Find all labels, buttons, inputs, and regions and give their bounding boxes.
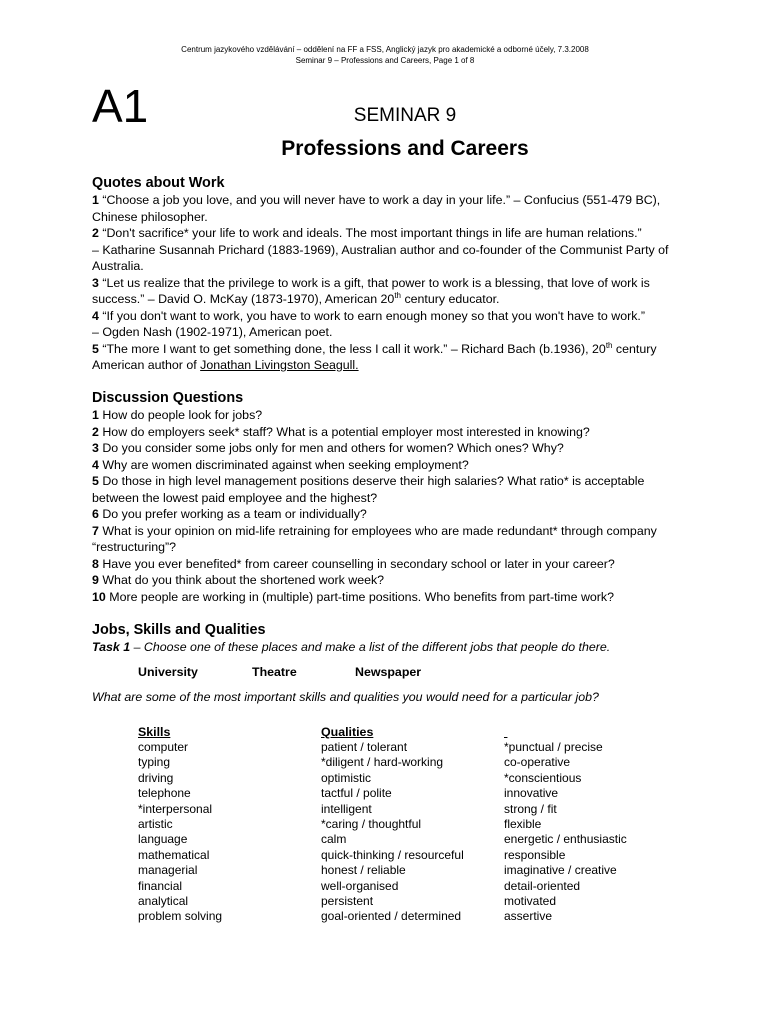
- question-item: [92, 407, 686, 424]
- question-text: What is your opinion on mid-life retraining for employees who are made redundant* through company “restructuring”?: [92, 523, 657, 554]
- quotes-section: [92, 174, 686, 374]
- skill-item: language: [138, 832, 188, 847]
- place-university: University: [138, 664, 198, 679]
- quality-item: well-organised: [321, 878, 399, 893]
- place-newspaper: Newspaper: [355, 664, 422, 679]
- quality-item: *caring / thoughtful: [321, 817, 422, 832]
- skill-item: problem solving: [138, 909, 223, 924]
- quality-item: goal-oriented / determined: [321, 909, 462, 924]
- question-item: [92, 440, 686, 457]
- quality-item: innovative: [504, 786, 559, 801]
- quality-item: *conscientious: [504, 770, 582, 785]
- question-text: What do you think about the shortened work week?: [102, 573, 385, 587]
- skills-heading: Skills: [138, 725, 171, 739]
- question-item: [92, 473, 686, 506]
- qualities-column-2: [504, 724, 627, 925]
- quality-item: responsible: [504, 847, 566, 862]
- quote-number: 4: [92, 308, 99, 323]
- qualities-heading: Qualities: [321, 725, 374, 739]
- book-title-link[interactable]: Jonathan Livingston Seagull.: [200, 358, 359, 372]
- question-text: More people are working in (multiple) part-time positions. Who benefits from part-time work?: [109, 589, 615, 604]
- quality-item: honest / reliable: [321, 863, 406, 878]
- quality-item: imaginative / creative: [504, 863, 617, 878]
- discussion-heading: Discussion Questions: [92, 390, 244, 406]
- question-item: [92, 523, 686, 556]
- question-item: [92, 457, 686, 474]
- quote-item: [92, 308, 686, 341]
- skill-item: analytical: [138, 894, 189, 909]
- quote-text-end: century American author of: [92, 341, 657, 372]
- question-text: Do you consider some jobs only for men and others for women? Which ones? Why?: [102, 441, 564, 455]
- question-number: 5: [92, 474, 99, 488]
- superscript: th: [394, 290, 401, 300]
- page-title: Professions and Careers: [281, 137, 529, 160]
- question-item: [92, 589, 686, 606]
- quote-text: “If you don't want to work, you have to work to earn enough money so that you won't have to work.”: [102, 308, 646, 323]
- question-number: 4: [92, 457, 99, 472]
- quote-number: 5: [92, 341, 99, 356]
- question-text: How do employers seek* staff? What is a potential employer most interested in knowing?: [102, 424, 590, 439]
- task-text: – Choose one of these places and make a list of the different jobs that people do there.: [130, 640, 611, 654]
- jobs-heading: Jobs, Skills and Qualities: [92, 622, 266, 638]
- question-number: 10: [92, 589, 106, 604]
- quality-item: motivated: [504, 894, 557, 909]
- task-label: Task 1: [92, 640, 131, 654]
- question-text: Do those in high level management positions deserve their high salaries? What ratio* is acceptable between the lowest paid employee and the highest?: [92, 474, 645, 505]
- places-list: [92, 664, 686, 681]
- quote-item: [92, 341, 686, 374]
- question-item: [92, 572, 686, 589]
- question-text: Have you ever benefited* from career counselling in secondary school or later in your career?: [102, 556, 615, 571]
- qualities-list-1: [321, 740, 464, 925]
- qualities-column-1: [321, 724, 464, 925]
- skill-item: mathematical: [138, 847, 210, 862]
- qualities-heading-spacer: [504, 724, 627, 740]
- quote-attribution: – Katharine Susannah Prichard (1883-1969), Australian author and co-founder of the Communist Party of Australia.: [92, 242, 669, 273]
- question-number: 8: [92, 556, 99, 571]
- quality-item: calm: [321, 832, 347, 847]
- quality-item: *punctual / precise: [504, 740, 603, 754]
- quality-item: optimistic: [321, 770, 372, 785]
- quote-text: “Let us realize that the privilege to work is a gift, that power to work is a blessing, that love of work is success.” – David O. McKay (1873-1970), American 20: [92, 275, 650, 306]
- seminar-label: SEMINAR 9: [353, 105, 457, 126]
- superscript: th: [605, 340, 613, 350]
- quote-attribution: – Ogden Nash (1902-1971), American poet.: [92, 325, 333, 339]
- quality-item: intelligent: [321, 801, 372, 816]
- skill-item: driving: [138, 770, 174, 785]
- question-item: [92, 506, 686, 523]
- quality-item: strong / fit: [504, 801, 557, 816]
- skill-item: computer: [138, 740, 189, 754]
- skills-column: [138, 724, 222, 925]
- question-number: 2: [92, 424, 99, 439]
- quote-item: [92, 192, 686, 225]
- task-instruction: [92, 639, 686, 656]
- quality-item: energetic / enthusiastic: [504, 832, 627, 847]
- quotes-heading: Quotes about Work: [92, 175, 225, 191]
- skills-question: What are some of the most important skills and qualities you would need for a particular job?: [92, 690, 599, 704]
- page-header: [0, 44, 770, 66]
- quote-text-end: century educator.: [401, 292, 500, 306]
- quote-text: “The more I want to get something done, the less I call it work.” – Richard Bach (b.1936), 20: [102, 341, 606, 356]
- quote-item: [92, 225, 686, 275]
- quote-number: 2: [92, 226, 99, 240]
- question-item: [92, 556, 686, 573]
- quote-item: [92, 275, 686, 308]
- question-number: 1: [92, 408, 99, 422]
- skill-item: *interpersonal: [138, 801, 213, 816]
- question-number: 6: [92, 507, 99, 521]
- header-line-2: Seminar 9 – Professions and Careers, Page 1 of 8: [295, 56, 475, 65]
- quality-item: co-operative: [504, 755, 571, 770]
- quality-item: detail-oriented: [504, 878, 581, 893]
- discussion-section: [92, 389, 686, 605]
- quality-item: patient / tolerant: [321, 740, 408, 754]
- skill-item: telephone: [138, 786, 191, 801]
- question-item: [92, 424, 686, 441]
- skills-list: [138, 740, 222, 925]
- skill-item: typing: [138, 755, 171, 770]
- quality-item: *diligent / hard-working: [321, 755, 444, 770]
- question-text: How do people look for jobs?: [102, 408, 263, 422]
- question-text: Why are women discriminated against when seeking employment?: [102, 457, 469, 472]
- quality-item: persistent: [321, 894, 374, 909]
- question-number: 7: [92, 523, 99, 538]
- qualities-list-2: [504, 740, 627, 925]
- question-number: 9: [92, 573, 99, 587]
- level-label: A1: [92, 80, 149, 132]
- question-text: Do you prefer working as a team or individually?: [102, 507, 367, 521]
- quote-text: “Don't sacrifice* your life to work and ideals. The most important things in life are human relations.”: [102, 226, 642, 240]
- place-theatre: Theatre: [252, 664, 297, 679]
- quality-item: tactful / polite: [321, 786, 392, 801]
- quote-number: 1: [92, 193, 99, 207]
- jobs-section: [92, 621, 686, 706]
- skill-item: artistic: [138, 817, 173, 832]
- skill-item: financial: [138, 878, 183, 893]
- quote-text: “Choose a job you love, and you will never have to work a day in your life.” – Confucius (551-479 BC), Chinese philosopher.: [92, 193, 661, 224]
- quality-item: assertive: [504, 909, 553, 924]
- header-line-1: Centrum jazykového vzdělávání – oddělení na FF a FSS, Anglický jazyk pro akademické a odborné účely, 7.3.2008: [181, 45, 589, 54]
- quality-item: flexible: [504, 817, 542, 832]
- quote-number: 3: [92, 275, 99, 290]
- skill-item: managerial: [138, 863, 198, 878]
- question-number: 3: [92, 441, 99, 455]
- quality-item: quick-thinking / resourceful: [321, 847, 464, 862]
